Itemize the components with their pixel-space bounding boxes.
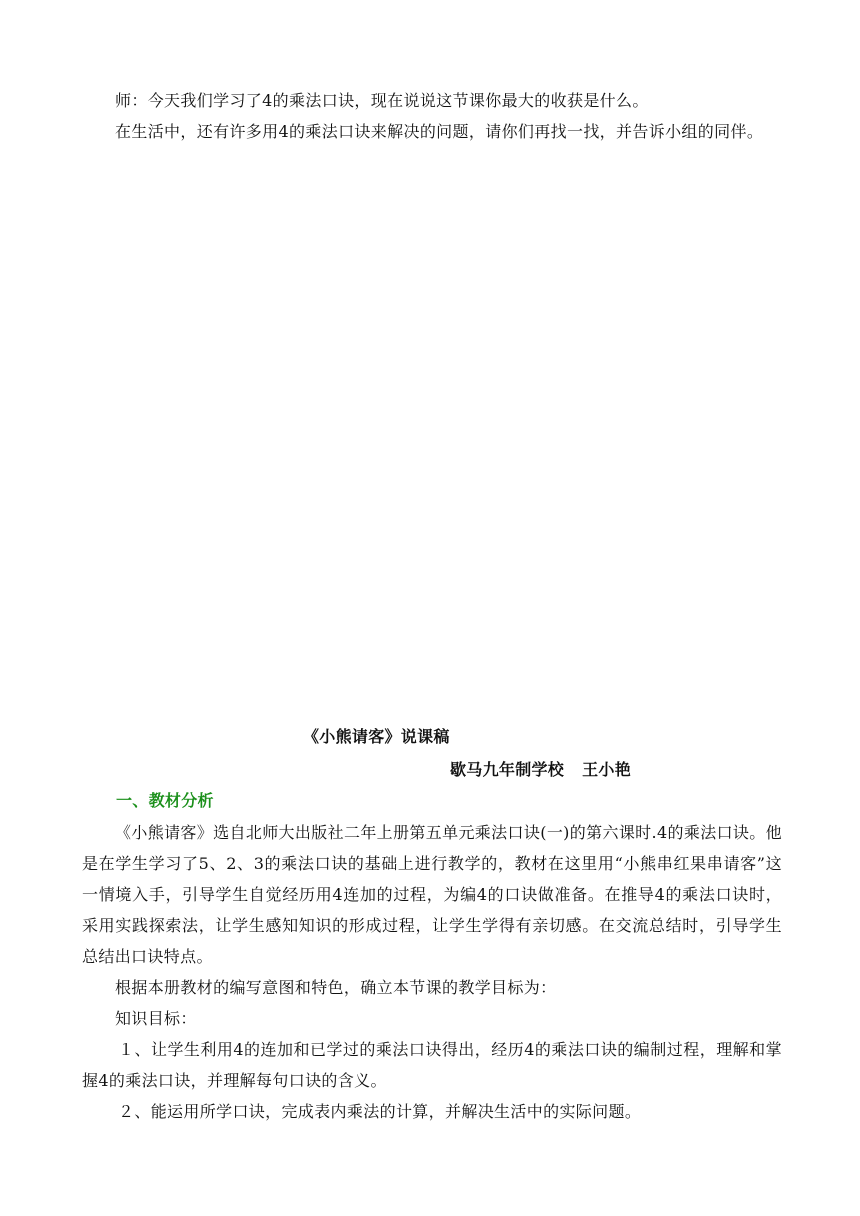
goal-item-1: １、让学生利用4的连加和已学过的乘法口诀得出，经历4的乘法口诀的编制过程，理解和掌握4的乘法口诀，并理解每句口诀的含义。	[82, 1040, 782, 1090]
teacher-summary-paragraph: 师：今天我们学习了4的乘法口诀，现在说说这节课你最大的收获是什么。	[115, 91, 649, 110]
school-name: 歇马九年制学校	[450, 760, 565, 779]
objectives-intro-paragraph: 根据本册教材的编写意图和特色，确立本节课的教学目标为：	[115, 978, 557, 997]
lesson-title: 《小熊请客》说课稿	[303, 727, 450, 746]
homework-paragraph: 在生活中，还有许多用4的乘法口诀来解决的问题，请你们再找一找，并告诉小组的同伴。	[115, 122, 764, 141]
analysis-section	[82, 817, 782, 1127]
author-line	[450, 756, 631, 784]
closing-section	[82, 85, 782, 147]
knowledge-goal-label: 知识目标：	[115, 1009, 197, 1028]
section-heading: 一、教材分析	[116, 791, 214, 810]
author-name: 王小艳	[582, 760, 632, 779]
textbook-analysis-paragraph: 《小熊请客》选自北师大出版社二年上册第五单元乘法口诀(一)的第六课时.4的乘法口诀。他是在学生学习了5、2、3的乘法口诀的基础上进行教学的，教材在这里用“小熊串红果串请客”这一情境入手，引导学生自觉经历用4连加的过程，为编4的口诀做准备。在推导4的乘法口诀时，采用实践探索法，让学生感知知识的形成过程，让学生学得有亲切感。在交流总结时，引导学生总结出口诀特点。	[82, 823, 782, 966]
goal-item-2: ２、能运用所学口诀，完成表内乘法的计算，并解决生活中的实际问题。	[118, 1102, 642, 1121]
